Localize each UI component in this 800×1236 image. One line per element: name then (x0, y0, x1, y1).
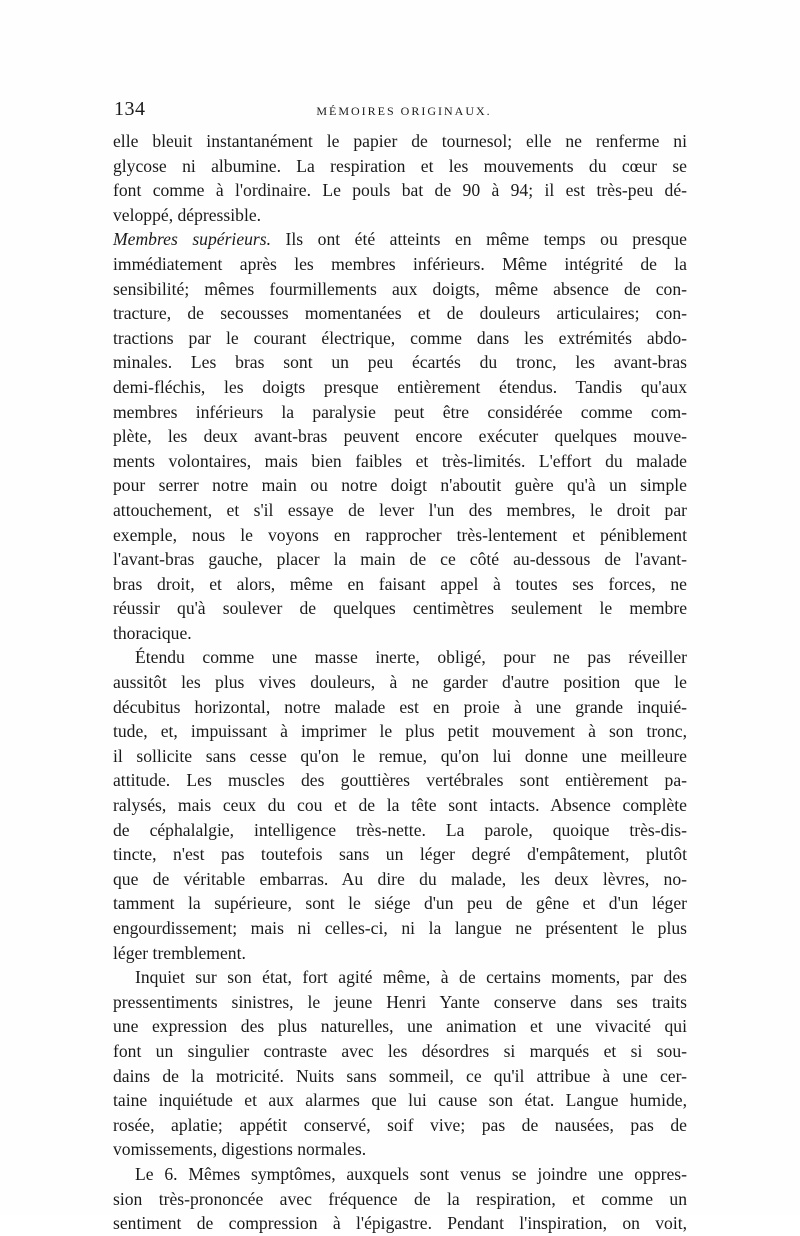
text-line: engourdissement; mais ni celles-ci, ni la langue ne présentent le plus (113, 918, 687, 938)
text-line: une expression des plus naturelles, une animation et une vivacité qui (113, 1016, 687, 1037)
text-line: minales. Les bras sont un peu écartés du tronc, les avant-bras (113, 352, 687, 373)
text-line: ralysés, mais ceux du cou et de la tête sont intacts. Absence complète (113, 795, 687, 816)
body-text (113, 129, 687, 1236)
text-line: bras droit, et alors, même en faisant appel à toutes ses forces, ne (113, 573, 687, 594)
text-line: font comme à l'ordinaire. Le pouls bat de 90 à 94; il est très-peu dé- (113, 180, 687, 201)
text-line: pour serrer notre main ou notre doigt n'aboutit guère qu'à un simple (113, 475, 687, 496)
text-line: sentiment de compression à l'épigastre. Pendant l'inspiration, on voit, (113, 1213, 687, 1234)
text-line: exemple, nous le voyons en rapprocher très-lentement et péniblement (113, 524, 687, 545)
text-line: immédiatement après les membres inférieurs. Même intégrité de la (113, 253, 687, 274)
text-line: que de véritable embarras. Au dire du malade, les deux lèvres, no- (113, 868, 687, 889)
text-line: thoracique. (113, 622, 192, 643)
text-line: Le 6. Mêmes symptômes, auxquels sont venus se joindre une oppres- (135, 1163, 687, 1184)
page-number: 134 (114, 98, 146, 120)
text-line: ments volontaires, mais bien faibles et très-limités. L'effort du malade (113, 450, 687, 471)
text-line: Membres supérieurs. Ils ont été atteints en même temps ou presque (113, 229, 687, 250)
text-line: aussitôt les plus vives douleurs, à ne garder d'autre position que le (113, 672, 687, 693)
text-line: Inquiet sur son état, fort agité même, à de certains moments, par des (135, 967, 687, 988)
text-line: demi-fléchis, les doigts presque entièrement étendus. Tandis qu'aux (113, 376, 687, 397)
text-line: de céphalalgie, intelligence très-nette. La parole, quoique très-dis- (113, 819, 687, 840)
text-line: dains de la motricité. Nuits sans sommeil, ce qu'il attribue à une cer- (113, 1065, 687, 1086)
text-line: rosée, aplatie; appétit conservé, soif vive; pas de nausées, pas de (113, 1114, 687, 1135)
text-line: tincte, n'est pas toutefois sans un léger degré d'empâtement, plutôt (113, 844, 687, 865)
text-line: tractions par le courant électrique, comme dans les extrémités abdo- (113, 327, 687, 348)
text-line: membres inférieurs la paralysie peut être considérée comme com- (113, 401, 687, 422)
text-line: vomissements, digestions normales. (113, 1139, 367, 1160)
text-line: pressentiments sinistres, le jeune Henri Yante conserve dans ses traits (113, 991, 687, 1012)
text-line: Étendu comme une masse inerte, obligé, pour ne pas réveiller (135, 647, 687, 668)
text-line: taine inquiétude et aux alarmes que lui cause son état. Langue humide, (113, 1090, 687, 1111)
text-line: sion très-prononcée avec fréquence de la respiration, et comme un (113, 1188, 687, 1209)
text-line: décubitus horizontal, notre malade est en proie à une grande inquié- (113, 696, 687, 717)
text-line: veloppé, dépressible. (113, 204, 262, 225)
text-line: tracture, de secousses momentanées et de douleurs articulaires; con- (113, 303, 687, 324)
running-head: MÉMOIRES ORIGINAUX. (316, 104, 492, 118)
page-header (114, 98, 694, 128)
text-line: elle bleuit instantanément le papier de tournesol; elle ne renferme ni (113, 131, 687, 151)
text-line: tamment la supérieure, sont le siége d'un peu de gêne et d'un léger (113, 893, 687, 914)
text-line: attitude. Les muscles des gouttières vertébrales sont entièrement pa- (113, 770, 687, 791)
text-line: réussir qu'à soulever de quelques centimètres seulement le membre (113, 598, 687, 619)
text-line: plète, les deux avant-bras peuvent encore exécuter quelques mouve- (113, 426, 687, 447)
text-line: il sollicite sans cesse qu'on le remue, qu'on lui donne une meilleure (113, 745, 687, 766)
text-line: tude, et, impuissant à imprimer le plus petit mouvement à son tronc, (113, 721, 687, 742)
text-line: l'avant-bras gauche, placer la main de ce côté au-dessous de l'avant- (113, 549, 687, 570)
text-line: font un singulier contraste avec les désordres si marqués et si sou- (113, 1040, 687, 1061)
text-line: sensibilité; mêmes fourmillements aux doigts, même absence de con- (113, 278, 687, 299)
text-line: attouchement, et s'il essaye de lever l'un des membres, le droit par (113, 499, 687, 520)
text-line: léger tremblement. (113, 942, 246, 963)
text-line: glycose ni albumine. La respiration et les mouvements du cœur se (113, 155, 687, 176)
